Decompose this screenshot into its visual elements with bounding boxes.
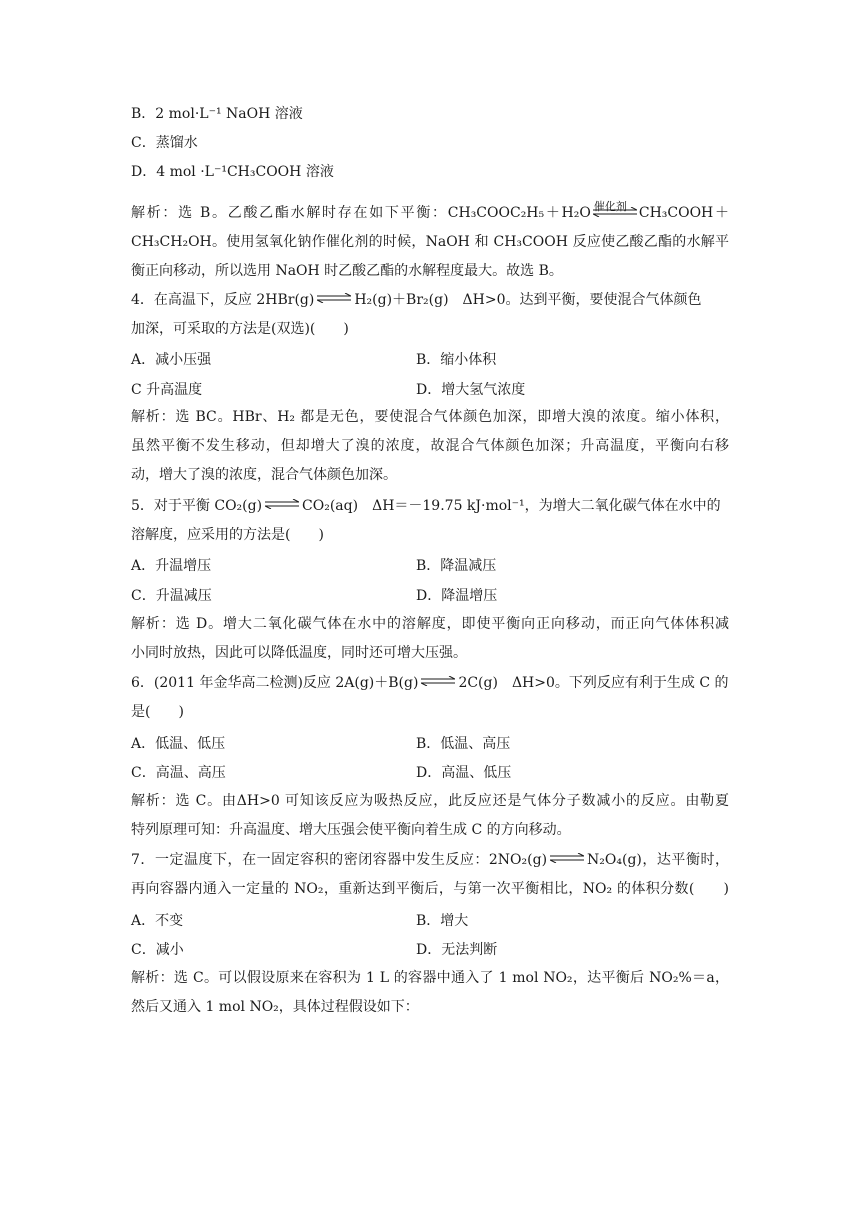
q7-stem-line1-post: N₂O₄(g)，达平衡时， <box>587 852 729 868</box>
catalyst-equilibrium-arrow <box>593 200 637 217</box>
equilibrium-arrow-icon <box>265 499 299 509</box>
q6-option-b: B．低温、高压 <box>416 736 511 752</box>
q3-option-d: D．4 mol ·L⁻¹CH₃COOH 溶液 <box>131 164 334 180</box>
q6-option-a: A．低温、低压 <box>131 736 226 752</box>
q5-option-d: D．降温增压 <box>416 588 498 604</box>
q4-answer-line2: 虽然平衡不发生移动，但却增大了溴的浓度，故混合气体颜色加深；升高温度，平衡向右移 <box>131 438 729 454</box>
q3-option-c: C．蒸馏水 <box>131 135 198 151</box>
q3-answer-line1-pre: 解析：选 B。乙酸乙酯水解时存在如下平衡：CH₃COOC₂H₅＋H₂O <box>131 205 591 221</box>
q7-answer <box>131 964 729 1022</box>
q3-option-b: B．2 mol·L⁻¹ NaOH 溶液 <box>131 106 303 122</box>
q4-answer-line1: 解析：选 BC。HBr、H₂ 都是无色，要使混合气体颜色加深，即增大溴的浓度。缩小体积， <box>131 409 729 425</box>
q5-option-a: A．升温增压 <box>131 558 212 574</box>
q6-stem <box>131 669 729 727</box>
q7-stem <box>131 846 729 904</box>
q6-stem-line1-pre: 6．(2011 年金华高二检测)反应 2A(g)＋B(g) <box>131 675 419 691</box>
q6-option-c: C．高温、高压 <box>131 765 226 781</box>
q3-answer-line1-post: CH₃COOH＋ <box>638 205 729 221</box>
q7-answer-line2: 然后又通入 1 mol NO₂，具体过程假设如下： <box>131 999 419 1015</box>
q7-option-c: C．减小 <box>131 942 184 958</box>
q5-answer-line1: 解析：选 D。增大二氧化碳气体在水中的溶解度，即使平衡向正向移动，而正向气体体积减 <box>131 616 729 632</box>
q4-option-c: C 升高温度 <box>131 382 203 398</box>
q6-answer-line1: 解析：选 C。由ΔH>0 可知该反应为吸热反应，此反应还是气体分子数减小的反应。由勒夏 <box>131 793 729 809</box>
q7-option-d: D．无法判断 <box>416 942 498 958</box>
q5-option-c: C．升温减压 <box>131 588 212 604</box>
q5-stem-line1-pre: 5．对于平衡 CO₂(g) <box>131 498 263 514</box>
q4-option-b: B．缩小体积 <box>416 352 497 368</box>
q5-stem-line1-post: CO₂(aq) ΔH＝－19.75 kJ·mol⁻¹，为增大二氧化碳气体在水中的 <box>302 498 721 514</box>
q6-answer-line2: 特列原理可知：升高温度、增大压强会使平衡向着生成 C 的方向移动。 <box>131 822 571 838</box>
q7-stem-line1-pre: 7．一定温度下，在一固定容积的密闭容器中发生反应：2NO₂(g) <box>131 852 548 868</box>
q7-option-a: A．不变 <box>131 913 184 929</box>
q4-answer <box>131 403 729 490</box>
q5-stem-line2: 溶解度，应采用的方法是( ) <box>131 527 324 543</box>
q4-answer-line3: 动，增大了溴的浓度，混合气体颜色加深。 <box>131 467 397 483</box>
q5-answer-line2: 小同时放热，因此可以降低温度，同时还可增大压强。 <box>131 645 467 661</box>
q4-stem-line1-pre: 4．在高温下，反应 2HBr(g) <box>131 292 315 308</box>
q3-answer-line3: 衡正向移动，所以选用 NaOH 时乙酸乙酯的水解程度最大。故选 B。 <box>131 263 563 279</box>
q5-answer <box>131 610 729 668</box>
catalyst-label: 催化剂 <box>593 200 627 213</box>
q5-stem <box>131 492 729 550</box>
q4-stem-line2: 加深，可采取的方法是(双选)( ) <box>131 321 349 337</box>
q3-answer-line2: CH₃CH₂OH。使用氢氧化钠作催化剂的时候，NaOH 和 CH₃COOH 反应使乙酸乙酯的水解平 <box>131 234 729 250</box>
q6-option-d: D．高温、低压 <box>416 765 512 781</box>
q4-option-a: A．减小压强 <box>131 352 212 368</box>
q4-option-d: D．增大氢气浓度 <box>416 382 526 398</box>
equilibrium-arrow-icon <box>317 293 351 303</box>
equilibrium-arrow-icon <box>550 853 584 863</box>
q6-answer <box>131 787 729 845</box>
q6-stem-line2: 是( ) <box>131 704 184 720</box>
q4-stem <box>131 286 729 344</box>
q6-stem-line1-post: 2C(g) ΔH>0。下列反应有利于生成 C 的 <box>458 675 729 691</box>
equilibrium-arrow-icon <box>421 676 455 686</box>
q7-answer-line1: 解析：选 C。可以假设原来在容积为 1 L 的容器中通入了 1 mol NO₂，达平衡后 NO₂%＝a， <box>131 970 729 986</box>
q7-option-b: B．增大 <box>416 913 469 929</box>
q5-option-b: B．降温减压 <box>416 558 497 574</box>
q3-answer <box>131 199 729 286</box>
q4-stem-line1-post: H₂(g)＋Br₂(g) ΔH>0。达到平衡，要使混合气体颜色 <box>354 292 702 308</box>
q7-stem-line2: 再向容器内通入一定量的 NO₂，重新达到平衡后，与第一次平衡相比，NO₂ 的体积分数( ) <box>131 881 729 897</box>
